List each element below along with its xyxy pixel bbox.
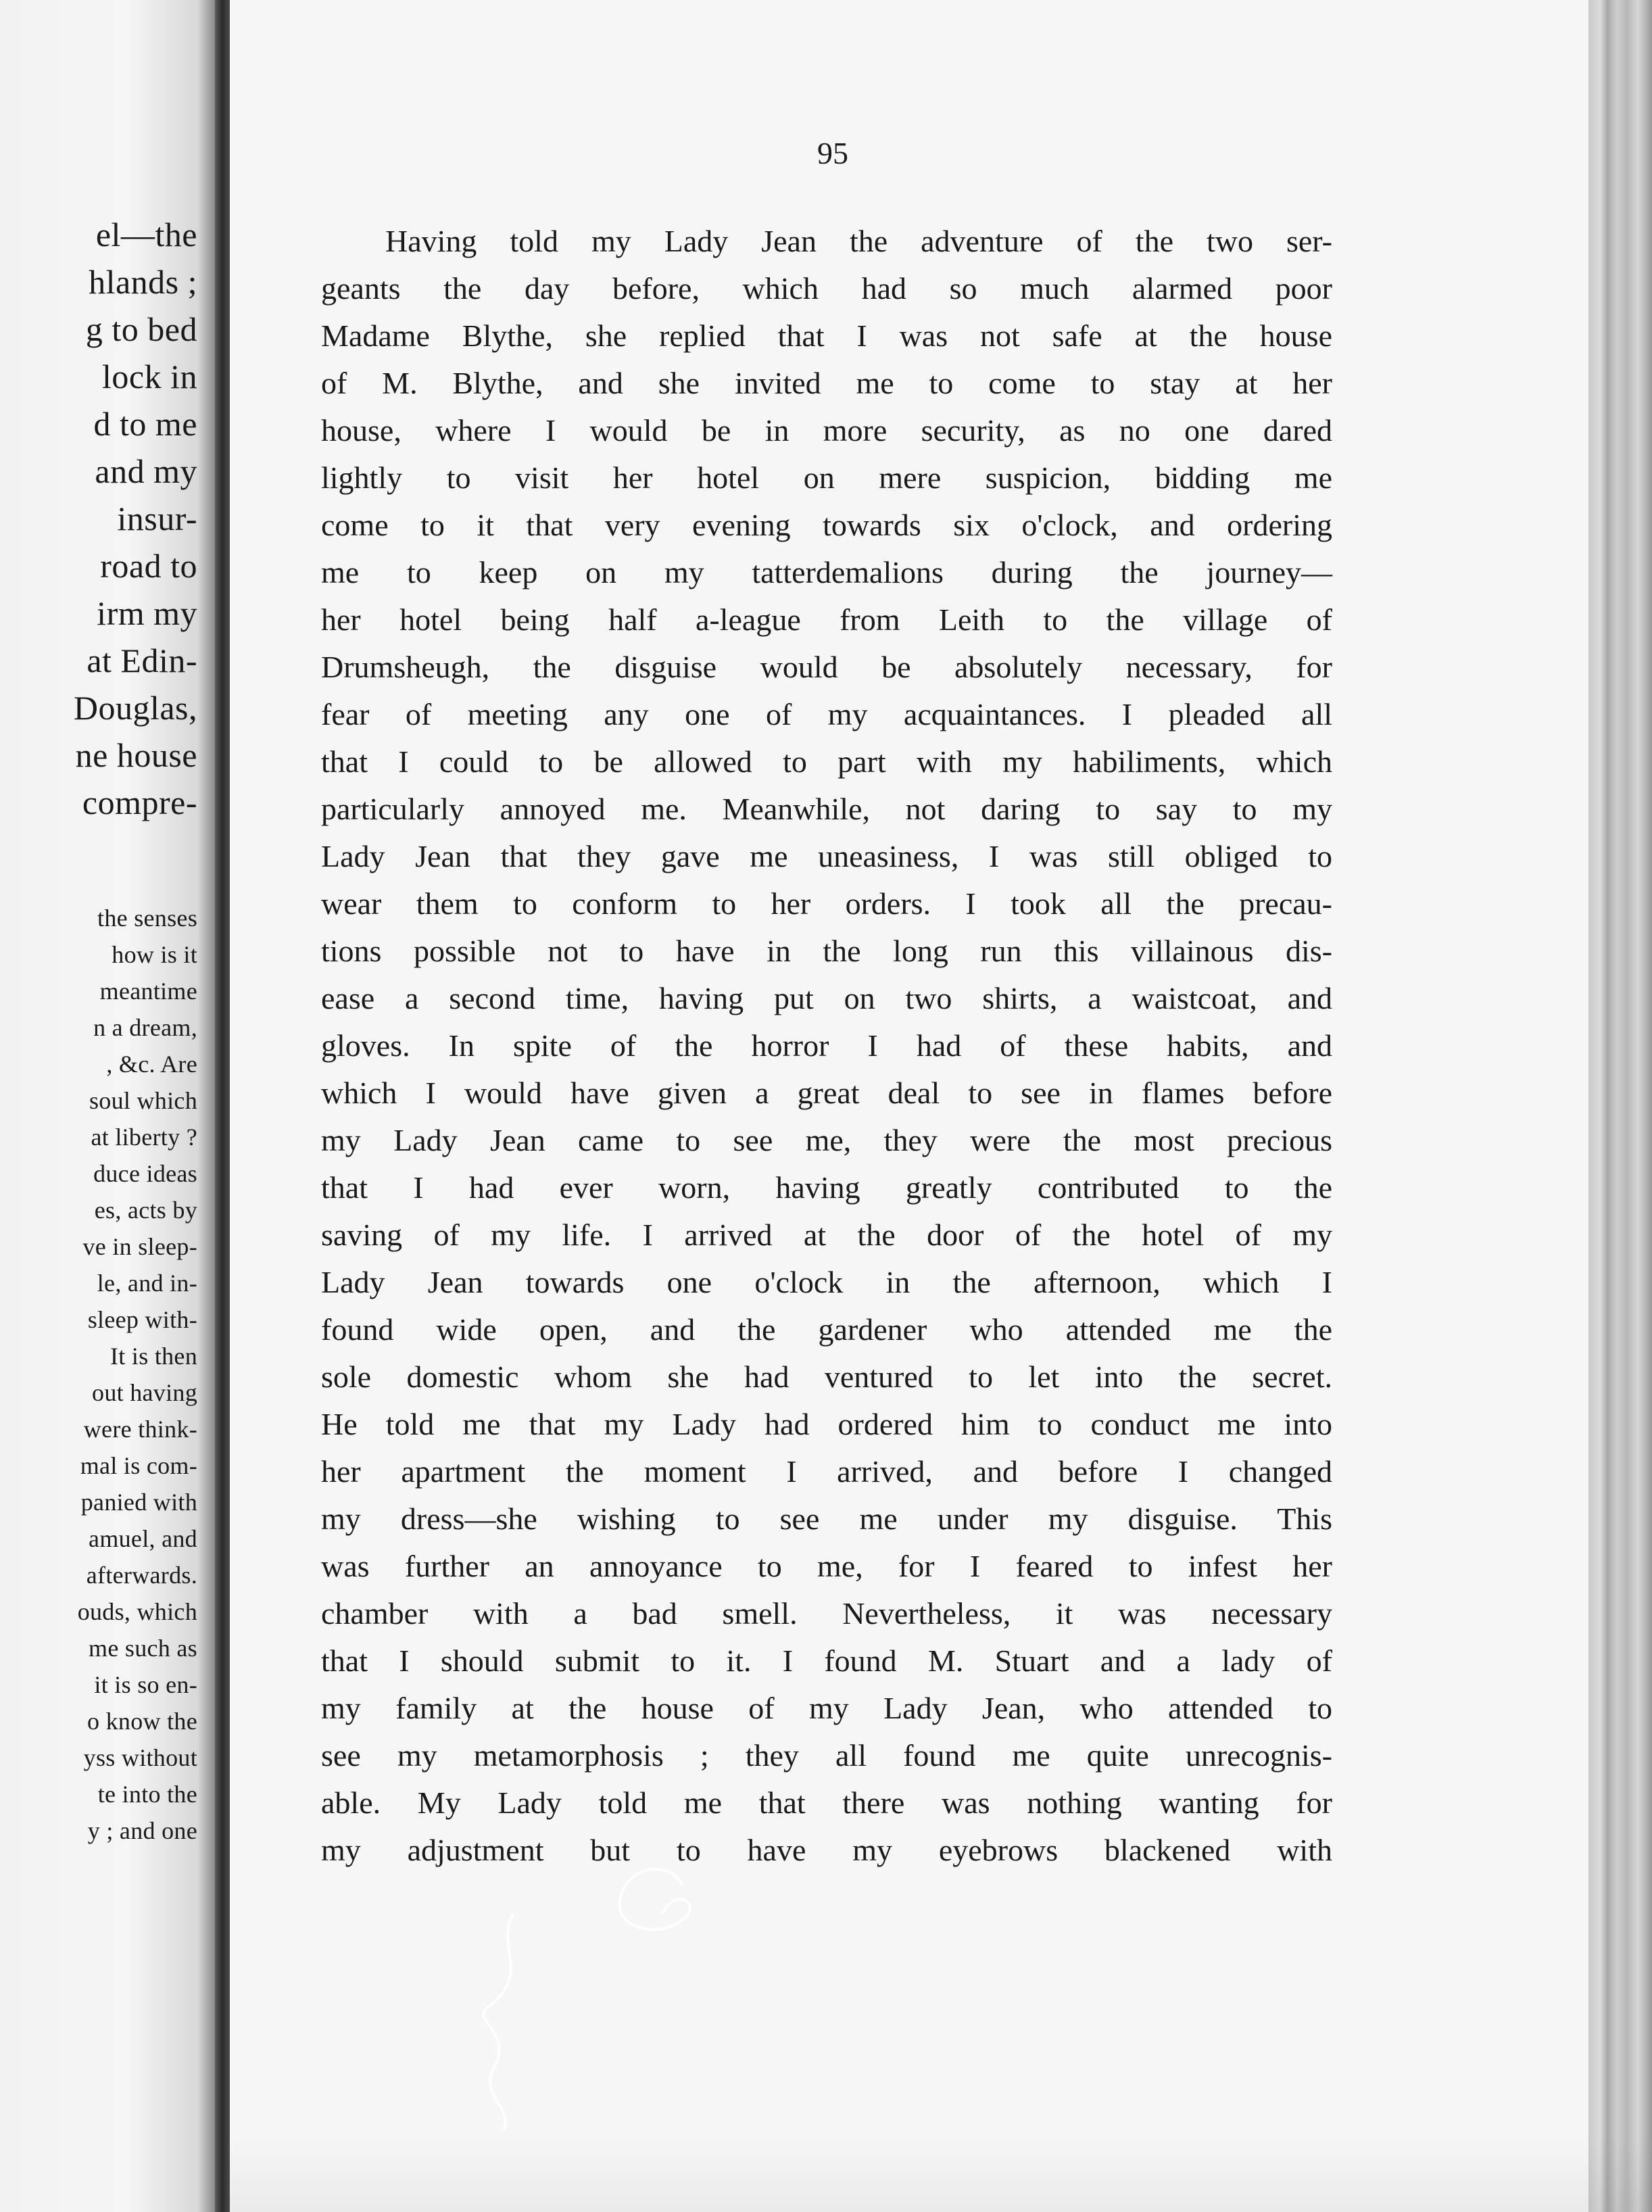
left-footnote-line: amuel, and <box>89 1525 197 1552</box>
body-text-line: He told me that my Lady had ordered him to conduct me into <box>321 1407 1332 1441</box>
body-text-line: gloves. In spite of the horror I had of these habits, and <box>321 1028 1332 1063</box>
body-text-line: house, where I would be in more security, as no one dared <box>321 413 1332 448</box>
left-footnote-line: y ; and one <box>87 1817 197 1844</box>
body-text-line: lightly to visit her hotel on mere suspicion, bidding me <box>321 460 1332 495</box>
left-footnote-line: le, and in- <box>97 1270 197 1297</box>
left-page-line: road to <box>100 547 197 585</box>
left-footnote-line: yss without <box>83 1744 197 1771</box>
body-text-line: geants the day before, which had so much alarmed poor <box>321 271 1332 306</box>
left-page-line: lock in <box>102 358 197 395</box>
left-footnote-line: at liberty ? <box>91 1124 197 1151</box>
left-footnote-line: soul which <box>89 1087 197 1114</box>
left-page-line: at Edin- <box>87 642 197 679</box>
left-footnote-line: duce ideas <box>93 1160 197 1187</box>
body-text-line: her apartment the moment I arrived, and before I changed <box>321 1454 1332 1489</box>
body-text-line: me to keep on my tatterdemalions during the journey— <box>321 555 1332 590</box>
left-footnote-line: out having <box>92 1379 197 1406</box>
body-text-line: Lady Jean towards one o'clock in the afternoon, which I <box>321 1265 1332 1299</box>
body-text-line: saving of my life. I arrived at the door of the hotel of my <box>321 1218 1332 1252</box>
left-footnote-line: it is so en- <box>94 1671 197 1698</box>
left-footnote-line: It is then <box>110 1343 197 1370</box>
body-text-line: see my metamorphosis ; they all found me quite unrecognis- <box>321 1738 1332 1773</box>
left-footnote-line: mal is com- <box>80 1452 197 1479</box>
left-footnote-line: the senses <box>97 905 197 932</box>
previous-page <box>0 0 215 2212</box>
left-footnote-line: ouds, which <box>77 1598 197 1625</box>
body-text-line: chamber with a bad smell. Nevertheless, it was necessary <box>321 1596 1332 1631</box>
body-text-line: that I should submit to it. I found M. Stuart and a lady of <box>321 1643 1332 1678</box>
body-text-line: Madame Blythe, she replied that I was not safe at the house <box>321 318 1332 353</box>
left-footnote-line: how is it <box>112 941 197 968</box>
body-text-line: Having told my Lady Jean the adventure of the two ser- <box>385 224 1332 258</box>
left-footnote-line: sleep with- <box>87 1306 197 1333</box>
left-footnote-line: n a dream, <box>93 1014 197 1041</box>
body-text-line: which I would have given a great deal to see in flames before <box>321 1076 1332 1110</box>
body-text-line: that I could to be allowed to part with my habiliments, which <box>321 744 1332 779</box>
body-text-line: my family at the house of my Lady Jean, who attended to <box>321 1691 1332 1725</box>
body-text-line: wear them to conform to her orders. I took all the precau- <box>321 886 1332 921</box>
page-number: 95 <box>817 136 848 170</box>
left-page-line: ne house <box>75 736 197 774</box>
book-gutter <box>215 0 230 2212</box>
left-footnote-line: o know the <box>87 1708 197 1735</box>
body-text-line: of M. Blythe, and she invited me to come to stay at her <box>321 366 1332 400</box>
left-footnote-line: were think- <box>83 1416 197 1443</box>
left-page-line: el—the <box>95 216 197 254</box>
left-footnote-line: me such as <box>89 1635 197 1662</box>
body-text-line: my dress—she wishing to see me under my disguise. This <box>321 1501 1332 1536</box>
body-text-line: Lady Jean that they gave me uneasiness, I was still obliged to <box>321 839 1332 873</box>
left-footnote-line: , &c. Are <box>106 1051 197 1078</box>
left-footnote-line: panied with <box>80 1489 197 1516</box>
body-text-line: fear of meeting any one of my acquaintances. I pleaded all <box>321 697 1332 731</box>
body-text-line: her hotel being half a-league from Leith to the village of <box>321 602 1332 637</box>
body-text-line: my adjustment but to have my eyebrows blackened with <box>321 1833 1332 1867</box>
left-footnote-line: afterwards. <box>86 1562 197 1589</box>
left-footnote-line: es, acts by <box>94 1197 197 1224</box>
body-text-line: tions possible not to have in the long run this villainous dis- <box>321 934 1332 968</box>
body-text-line: my Lady Jean came to see me, they were the most precious <box>321 1123 1332 1157</box>
left-footnote-line: te into the <box>97 1781 197 1808</box>
left-page-line: irm my <box>97 594 197 632</box>
left-footnote-line: meantime <box>99 978 197 1005</box>
body-text-line: that I had ever worn, having greatly contributed to the <box>321 1170 1332 1205</box>
body-text-line: sole domestic whom she had ventured to let into the secret. <box>321 1360 1332 1394</box>
page-bottom-shadow <box>230 2136 1652 2212</box>
left-page-line: and my <box>95 452 197 490</box>
left-footnote-line: ve in sleep- <box>82 1233 197 1260</box>
left-page-line: compre- <box>82 784 197 821</box>
left-page-line: d to me <box>93 405 197 443</box>
left-page-line: Douglas, <box>73 689 197 727</box>
page-stack-edge <box>1588 0 1652 2212</box>
left-page-line: g to bed <box>85 310 197 348</box>
body-text-line: able. My Lady told me that there was nothing wanting for <box>321 1785 1332 1820</box>
body-text-line: ease a second time, having put on two shirts, a waistcoat, and <box>321 981 1332 1015</box>
body-text-line: was further an annoyance to me, for I feared to infest her <box>321 1549 1332 1583</box>
left-page-line: insur- <box>117 500 197 537</box>
body-text-line: particularly annoyed me. Meanwhile, not daring to say to my <box>321 792 1332 826</box>
body-text-line: found wide open, and the gardener who attended me the <box>321 1312 1332 1347</box>
body-text-line: Drumsheugh, the disguise would be absolutely necessary, for <box>321 650 1332 684</box>
body-text-line: come to it that very evening towards six o'clock, and ordering <box>321 508 1332 542</box>
left-page-line: hlands ; <box>89 263 197 301</box>
